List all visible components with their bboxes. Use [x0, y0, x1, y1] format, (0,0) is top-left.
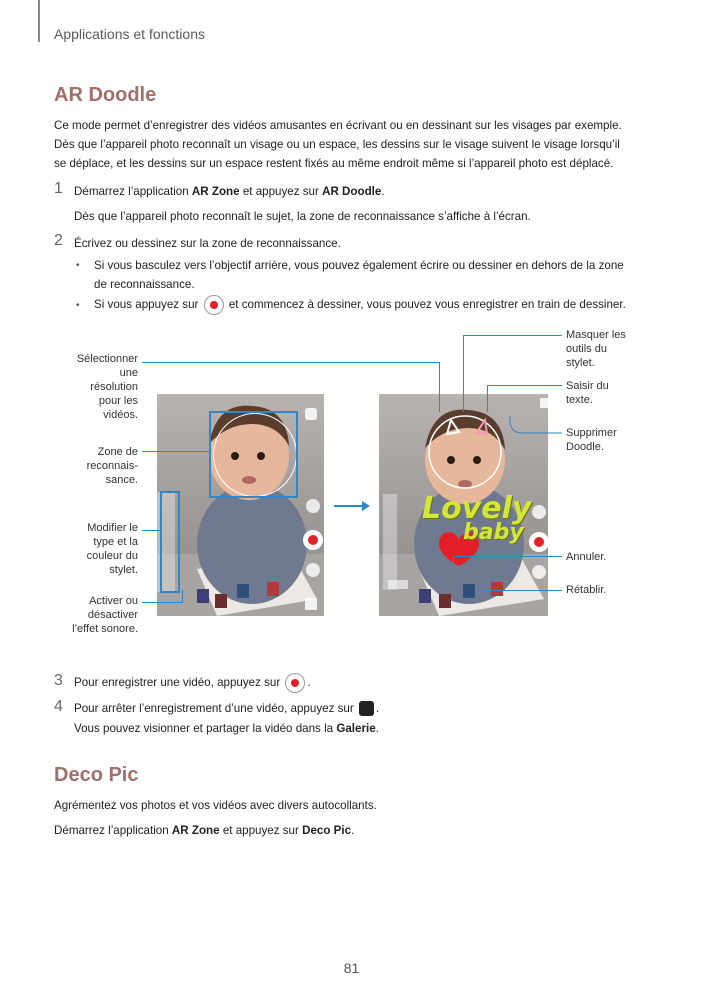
intro-line: Ce mode permet d’enregistrer des vidéos amusantes en écrivant ou en dessinant sur les visages par exemple.	[54, 119, 622, 132]
callout-redo: Rétablir.	[566, 584, 607, 596]
step-4-text: Pour arrêter l’enregistrement d’une vidéo, appuyez sur .	[74, 702, 380, 715]
bullet-icon: •	[76, 260, 80, 271]
callout-line	[142, 451, 209, 452]
callout-pen: Modifier le type et la couleur du stylet.	[86, 522, 138, 576]
callout-line	[487, 385, 562, 386]
callout-line	[142, 362, 439, 363]
intro-paragraph	[54, 116, 664, 173]
doodle-text-line1: Lovely	[422, 491, 532, 526]
hide-tools-icon[interactable]	[540, 398, 550, 408]
callout-line	[439, 362, 440, 412]
deco-pic-line-2: Démarrez l’application AR Zone et appuyez sur Deco Pic.	[54, 824, 355, 837]
pen-tools-highlight	[160, 491, 180, 593]
callout-line	[142, 602, 182, 603]
step-number: 2	[54, 232, 63, 249]
callout-line	[505, 412, 563, 438]
step-number: 3	[54, 672, 63, 689]
step-2-text: Écrivez ou dessinez sur la zone de reconnaissance.	[74, 237, 341, 250]
record-icon	[285, 673, 305, 693]
bullet-icon: •	[76, 300, 80, 311]
intro-line: se déplace, et les dessins sur un espace restent fixés au même endroit même si l’appareil photo est déplacé.	[54, 157, 614, 170]
app-name: AR Zone	[171, 824, 220, 837]
recognition-zone-highlight	[209, 411, 298, 498]
header-rule	[38, 0, 40, 42]
callout-line	[487, 385, 488, 412]
step-3-text: Pour enregistrer une vidéo, appuyez sur .	[74, 673, 674, 693]
mode-name: AR Doodle	[322, 185, 382, 198]
section-title-ar-doodle: AR Doodle	[54, 84, 157, 106]
callout-resolution: Sélectionner une résolution pour les vidéos.	[76, 353, 138, 421]
callout-sound: Activer ou désactiver l’effet sonore.	[72, 595, 138, 635]
step-number: 4	[54, 698, 63, 715]
callout-line	[453, 556, 562, 557]
step-1-subtext: Dès que l’appareil photo reconnaît le sujet, la zone de reconnaissance s’affiche à l’écran.	[74, 210, 531, 223]
deco-pic-line-1: Agrémentez vos photos et vos vidéos avec divers autocollants.	[54, 799, 377, 812]
step-4-subtext: Vous pouvez visionner et partager la vidéo dans la Galerie.	[74, 722, 379, 735]
section-title-deco-pic: Deco Pic	[54, 764, 139, 786]
callout-line	[182, 590, 183, 603]
undo-icon[interactable]	[388, 580, 408, 589]
callout-line	[453, 556, 454, 586]
callout-text: Saisir du texte.	[566, 380, 609, 406]
callout-delete: Supprimer Doodle.	[566, 427, 617, 453]
callout-zone: Zone de reconnais- sance.	[86, 446, 138, 486]
step-number: 1	[54, 180, 63, 197]
app-name: AR Zone	[191, 185, 240, 198]
callout-hide-tools: Masquer les outils du stylet.	[566, 329, 626, 369]
callout-line	[142, 530, 160, 531]
resolution-icon[interactable]	[305, 408, 317, 420]
mode-name: Deco Pic	[302, 824, 352, 837]
sound-icon[interactable]	[305, 598, 317, 610]
callout-undo: Annuler.	[566, 551, 607, 563]
step-1-text: Démarrez l’application AR Zone et appuyez sur AR Doodle.	[74, 185, 385, 198]
page-number: 81	[343, 960, 360, 976]
record-icon	[204, 295, 224, 315]
doodle-text-line2: baby	[463, 520, 524, 545]
bullet-1-text: Si vous basculez vers l’objectif arrière, vous pouvez également écrire ou dessiner en dehors de la zone de reconnaissance.	[94, 259, 624, 291]
bullet-2-text: Si vous appuyez sur et commencez à dessiner, vous pouvez vous enregistrer en train de dessiner.	[94, 295, 684, 315]
stop-icon	[359, 701, 374, 716]
callout-line	[477, 590, 562, 591]
gallery-app-name: Galerie	[336, 722, 376, 735]
page-header: Applications et fonctions	[54, 26, 205, 42]
callout-line	[463, 335, 464, 412]
intro-line: Dès que l’appareil photo reconnaît un visage ou un espace, les dessins sur le visage suivent le visage lorsqu’il	[54, 138, 620, 151]
callout-line	[463, 335, 562, 336]
arrow-right-icon	[334, 500, 370, 512]
